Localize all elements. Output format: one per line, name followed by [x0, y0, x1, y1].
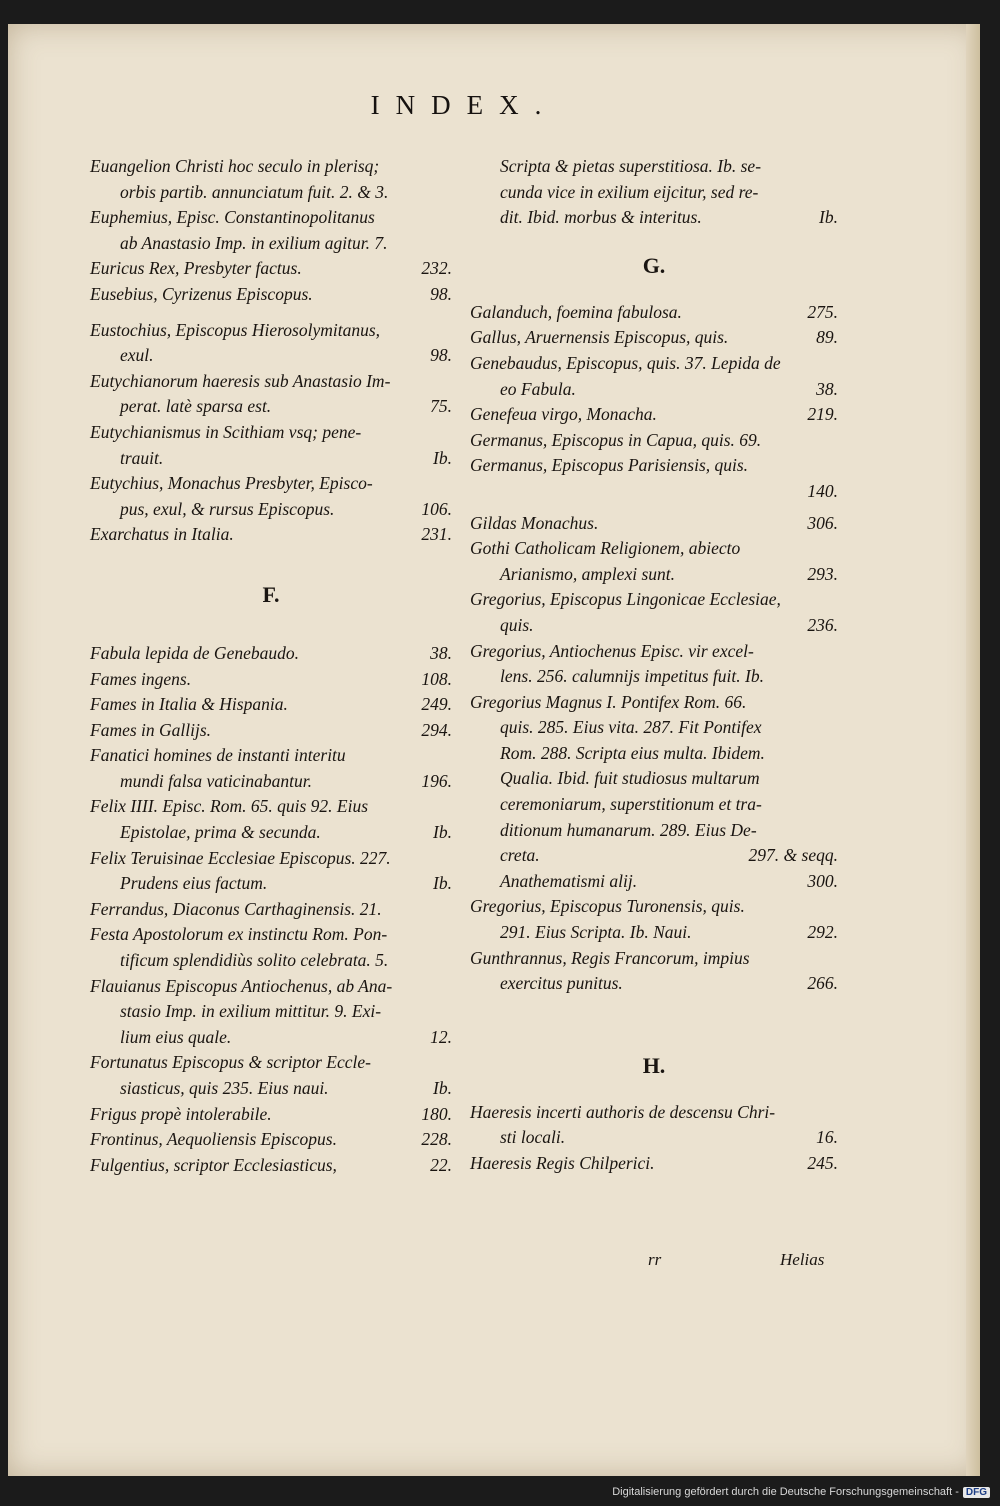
entry-text: creta.	[500, 845, 540, 866]
page-number: 22.	[430, 1154, 452, 1175]
entry-line	[470, 613, 838, 639]
entry-line	[470, 894, 838, 920]
entry-text: Eutychianismus in Scithiam vsq; pene-	[90, 421, 362, 442]
entry-text: Arianismo, amplexi sunt.	[500, 563, 675, 584]
spacer	[470, 231, 838, 253]
index-entry	[90, 692, 452, 718]
index-entry	[470, 300, 838, 326]
page-number: 249.	[421, 694, 452, 715]
entry-line	[90, 1153, 452, 1179]
entry-text: stasio Imp. in exilium mittitur. 9. Exi-	[120, 1001, 382, 1022]
entry-line	[90, 1050, 452, 1076]
entry-text: Fanatici homines de instanti interitu	[90, 745, 346, 766]
entry-text: Fulgentius, scriptor Ecclesiasticus,	[90, 1154, 337, 1175]
entry-text: siasticus, quis 235. Eius naui.	[120, 1078, 329, 1098]
entry-text: pus, exul, & rursus Episcopus.	[120, 498, 335, 519]
index-entry	[470, 511, 838, 537]
entry-line	[90, 846, 452, 872]
entry-text: quis.	[500, 614, 534, 635]
entry-text: Gregorius, Episcopus Turonensis, quis.	[470, 896, 745, 917]
index-entry	[470, 1151, 838, 1177]
entry-line	[90, 1076, 452, 1102]
entry-line	[90, 369, 452, 395]
entry-text: Gallus, Aruernensis Episcopus, quis.	[470, 327, 729, 348]
index-entry	[90, 897, 452, 923]
page-number: 297. & seqq.	[748, 845, 838, 866]
index-entry	[470, 894, 838, 945]
page-number: 196.	[421, 770, 452, 791]
entry-line	[470, 946, 838, 972]
entry-text: 291. Eius Scripta. Ib. Naui.	[500, 922, 692, 943]
index-entry	[90, 522, 452, 548]
entry-line	[90, 318, 452, 344]
entry-line	[90, 154, 452, 180]
entry-line	[90, 974, 452, 1000]
entry-line	[470, 154, 838, 180]
entry-line	[470, 690, 838, 716]
entry-line	[90, 497, 452, 523]
entry-line	[470, 402, 838, 428]
entry-text: Gregorius Magnus I. Pontifex Rom. 66.	[470, 691, 747, 712]
entry-text: Felix Teruisinae Ecclesiae Episcopus. 227.	[90, 847, 391, 868]
entry-line	[470, 428, 838, 454]
spacer	[90, 548, 452, 582]
signature-mark: rr	[648, 1250, 662, 1269]
page-number: 232.	[421, 258, 452, 279]
entry-line	[470, 843, 838, 869]
index-entry	[470, 587, 838, 638]
spacer	[470, 278, 838, 300]
index-entry	[90, 205, 452, 256]
page-number: 228.	[421, 1129, 452, 1150]
entry-line	[90, 1102, 452, 1128]
index-entry	[90, 282, 452, 308]
entry-text: Gildas Monachus.	[470, 512, 599, 533]
entry-text: Gunthrannus, Regis Francorum, impius	[470, 947, 750, 968]
entry-text: dit. Ibid. morbus & interitus.	[500, 207, 702, 228]
catchword: Helias	[780, 1250, 825, 1269]
entry-text: quis. 285. Eius vita. 287. Fit Pontifex	[500, 717, 762, 738]
index-entry	[90, 154, 452, 205]
entry-line	[470, 639, 838, 665]
entry-line	[90, 256, 452, 282]
index-entry	[90, 718, 452, 744]
page-number: 38.	[430, 642, 452, 663]
index-column-right	[470, 154, 838, 1177]
entry-text: Genefeua virgo, Monacha.	[470, 404, 657, 425]
entry-text: Fames in Gallijs.	[90, 719, 212, 740]
index-entry	[470, 351, 838, 402]
page-number: 245.	[807, 1153, 838, 1173]
page-number: 12.	[430, 1026, 452, 1047]
page-number: Ib.	[433, 1078, 452, 1098]
entry-line	[470, 715, 838, 741]
page-number: 75.	[430, 396, 452, 417]
page-number: 231.	[421, 524, 452, 545]
entry-line	[470, 205, 838, 231]
entry-text: ceremoniarum, superstitionum et tra-	[500, 794, 762, 815]
book-page	[8, 24, 980, 1476]
entry-text: Germanus, Episcopus in Capua, quis. 69.	[470, 429, 762, 450]
entry-line	[470, 1125, 838, 1151]
page-number: 266.	[807, 973, 838, 994]
entry-text: exercitus punitus.	[500, 973, 623, 994]
page-number: Ib.	[433, 447, 452, 468]
entry-text: Fames ingens.	[90, 668, 192, 689]
entry-line	[470, 325, 838, 351]
entry-text: Frigus propè intolerabile.	[90, 1103, 272, 1124]
entry-text: Haeresis incerti authoris de descensu Chri-	[470, 1101, 776, 1122]
section-letter: G.	[642, 252, 666, 278]
entry-line	[470, 920, 838, 946]
index-entry	[90, 1127, 452, 1153]
entry-text: Fames in Italia & Hispania.	[90, 694, 288, 715]
page-number: 275.	[807, 301, 838, 322]
page-number: 180.	[421, 1103, 452, 1124]
entry-line	[90, 871, 452, 897]
index-entry	[90, 420, 452, 471]
entry-text: exul.	[120, 345, 154, 366]
entry-line	[90, 820, 452, 846]
entry-line	[470, 587, 838, 613]
entry-text: cunda vice in exilium eijcitur, sed re-	[500, 181, 759, 202]
entry-text: Anathematismi alij.	[500, 870, 638, 891]
entry-text: Felix IIII. Episc. Rom. 65. quis 92. Eius	[90, 796, 369, 817]
page-number: 294.	[421, 719, 452, 740]
entry-text: Eutychianorum haeresis sub Anastasio Im-	[90, 370, 391, 391]
entry-line	[90, 948, 452, 974]
entry-text: Eutychius, Monachus Presbyter, Episco-	[90, 473, 373, 494]
entry-text: Gregorius, Episcopus Lingonicae Ecclesiae,	[470, 589, 781, 610]
entry-text: Germanus, Episcopus Parisiensis, quis.	[470, 455, 749, 476]
index-entry	[90, 846, 452, 897]
entry-line	[90, 1025, 452, 1051]
page-number: Ib.	[819, 207, 838, 228]
page-number: 300.	[807, 870, 838, 891]
entry-line	[470, 479, 838, 505]
entry-line	[470, 351, 838, 377]
entry-text: Epistolae, prima & secunda.	[120, 822, 321, 843]
entry-text: tificum splendidiùs solito celebrata. 5.	[120, 950, 389, 971]
index-entry	[470, 639, 838, 690]
entry-text: Fabula lepida de Genebaudo.	[90, 642, 299, 663]
entry-text: Festa Apostolorum ex instinctu Rom. Pon-	[90, 924, 388, 945]
entry-line	[90, 446, 452, 472]
entry-text: Frontinus, Aequoliensis Episcopus.	[90, 1129, 337, 1150]
spacer	[90, 607, 452, 641]
page-number: 292.	[807, 922, 838, 943]
page-number: 236.	[807, 614, 838, 635]
entry-line	[90, 667, 452, 693]
entry-line	[90, 692, 452, 718]
entry-text: sti locali.	[500, 1127, 566, 1148]
entry-line	[470, 869, 838, 895]
entry-text: Gregorius, Antiochenus Episc. vir excel-	[470, 640, 754, 661]
entry-text: ab Anastasio Imp. in exilium agitur. 7.	[120, 232, 388, 253]
digitization-footer	[612, 1486, 990, 1498]
entry-line	[470, 536, 838, 562]
entry-line	[90, 769, 452, 795]
entry-text: Haeresis Regis Chilperici.	[470, 1153, 655, 1173]
index-entry	[470, 402, 838, 428]
entry-text: eo Fabula.	[500, 378, 576, 399]
entry-text: Euphemius, Episc. Constantinopolitanus	[90, 207, 375, 228]
entry-line	[90, 282, 452, 308]
spacer	[470, 997, 838, 1053]
entry-line	[470, 300, 838, 326]
index-entry	[90, 743, 452, 794]
entry-text: Galanduch, foemina fabulosa.	[470, 301, 682, 322]
entry-line	[90, 718, 452, 744]
index-entry	[470, 946, 838, 997]
index-entry	[90, 641, 452, 667]
entry-line	[470, 741, 838, 767]
entry-text: mundi falsa vaticinabantur.	[120, 770, 313, 791]
entry-text: Genebaudus, Episcopus, quis. 37. Lepida de	[470, 352, 781, 373]
index-entry	[90, 667, 452, 693]
page-number: 38.	[816, 378, 838, 399]
page-number: 140.	[807, 480, 838, 501]
page-number: 89.	[816, 327, 838, 348]
page-number: Ib.	[433, 873, 452, 894]
page-number: 98.	[430, 283, 452, 304]
index-entry	[470, 325, 838, 351]
entry-text: Scripta & pietas superstitiosa. Ib. se-	[500, 156, 762, 176]
index-entry	[470, 1100, 838, 1151]
index-entry	[90, 974, 452, 1051]
entry-text: Euricus Rex, Presbyter factus.	[90, 258, 302, 279]
index-entry	[90, 369, 452, 420]
entry-text: Ferrandus, Diaconus Carthaginensis. 21.	[90, 898, 382, 919]
entry-line	[470, 562, 838, 588]
page-number: Ib.	[433, 822, 452, 843]
entry-line	[470, 180, 838, 206]
page-number: 219.	[807, 404, 838, 425]
section-letter: F.	[262, 581, 280, 607]
entry-line	[90, 205, 452, 231]
section-letter: H.	[642, 1052, 666, 1078]
entry-line	[470, 511, 838, 537]
entry-line	[470, 818, 838, 844]
entry-line	[470, 377, 838, 403]
entry-text: Gothi Catholicam Religionem, abiecto	[470, 538, 741, 559]
page-number: 293.	[807, 563, 838, 584]
page-number: 16.	[816, 1127, 838, 1148]
index-entry	[470, 428, 838, 454]
index-entry	[90, 922, 452, 973]
index-entry	[470, 690, 838, 869]
entry-line	[470, 792, 838, 818]
entry-text: Exarchatus in Italia.	[90, 524, 234, 545]
page-edge	[966, 24, 980, 1476]
entry-text: lium eius quale.	[120, 1026, 232, 1047]
index-entry	[90, 794, 452, 845]
entry-line	[90, 180, 452, 206]
page-number: 98.	[430, 345, 452, 366]
index-entry	[90, 1102, 452, 1128]
dfg-logo: DFG	[963, 1487, 990, 1498]
entry-text: Prudens eius factum.	[120, 873, 268, 894]
entry-line	[90, 641, 452, 667]
entry-line	[90, 1127, 452, 1153]
spacer	[90, 308, 452, 318]
page-number: 106.	[421, 498, 452, 519]
index-entry	[90, 1153, 452, 1179]
entry-text: ditionum humanarum. 289. Eius De-	[500, 819, 757, 840]
page-number: 306.	[807, 512, 838, 533]
entry-line	[90, 897, 452, 923]
entry-line	[90, 394, 452, 420]
index-column-left	[90, 154, 452, 1178]
entry-text: orbis partib. annunciatum fuit. 2. & 3.	[120, 181, 389, 202]
index-entry	[90, 256, 452, 282]
entry-line	[470, 1100, 838, 1126]
index-entry	[470, 869, 838, 895]
index-entry	[470, 453, 838, 504]
spacer	[470, 1078, 838, 1100]
entry-line	[90, 471, 452, 497]
entry-line	[90, 999, 452, 1025]
footer-credit: Digitalisierung gefördert durch die Deutsche Forschungsgemeinschaft -	[612, 1486, 959, 1498]
entry-text: Rom. 288. Scripta eius multa. Ibidem.	[500, 742, 765, 763]
entry-text: Eusebius, Cyrizenus Episcopus.	[90, 283, 313, 304]
entry-text: trauit.	[120, 447, 164, 468]
index-entry	[90, 471, 452, 522]
entry-line	[470, 664, 838, 690]
entry-line	[90, 231, 452, 257]
entry-line	[90, 922, 452, 948]
entry-text: Euangelion Christi hoc seculo in plerisq;	[90, 156, 380, 176]
index-entry	[90, 318, 452, 369]
entry-text: perat. latè sparsa est.	[120, 396, 272, 417]
entry-line	[470, 453, 838, 479]
entry-text: Qualia. Ibid. fuit studiosus multarum	[500, 768, 760, 789]
entry-line	[90, 343, 452, 369]
entry-line	[470, 1151, 838, 1177]
entry-line	[90, 522, 452, 548]
entry-line	[470, 766, 838, 792]
index-entry	[470, 154, 838, 231]
entry-text: Fortunatus Episcopus & scriptor Eccle-	[90, 1052, 371, 1073]
entry-text: Flauianus Episcopus Antiochenus, ab Ana-	[90, 975, 393, 996]
page-number: 108.	[421, 668, 452, 689]
entry-line	[90, 794, 452, 820]
entry-line	[470, 971, 838, 997]
index-entry	[90, 1050, 452, 1101]
entry-line	[90, 743, 452, 769]
index-entry	[470, 536, 838, 587]
entry-text: lens. 256. calumnijs impetitus fuit. Ib.	[500, 666, 764, 687]
entry-line	[90, 420, 452, 446]
running-head: INDEX.	[370, 90, 558, 120]
entry-text: Eustochius, Episcopus Hierosolymitanus,	[90, 319, 381, 340]
